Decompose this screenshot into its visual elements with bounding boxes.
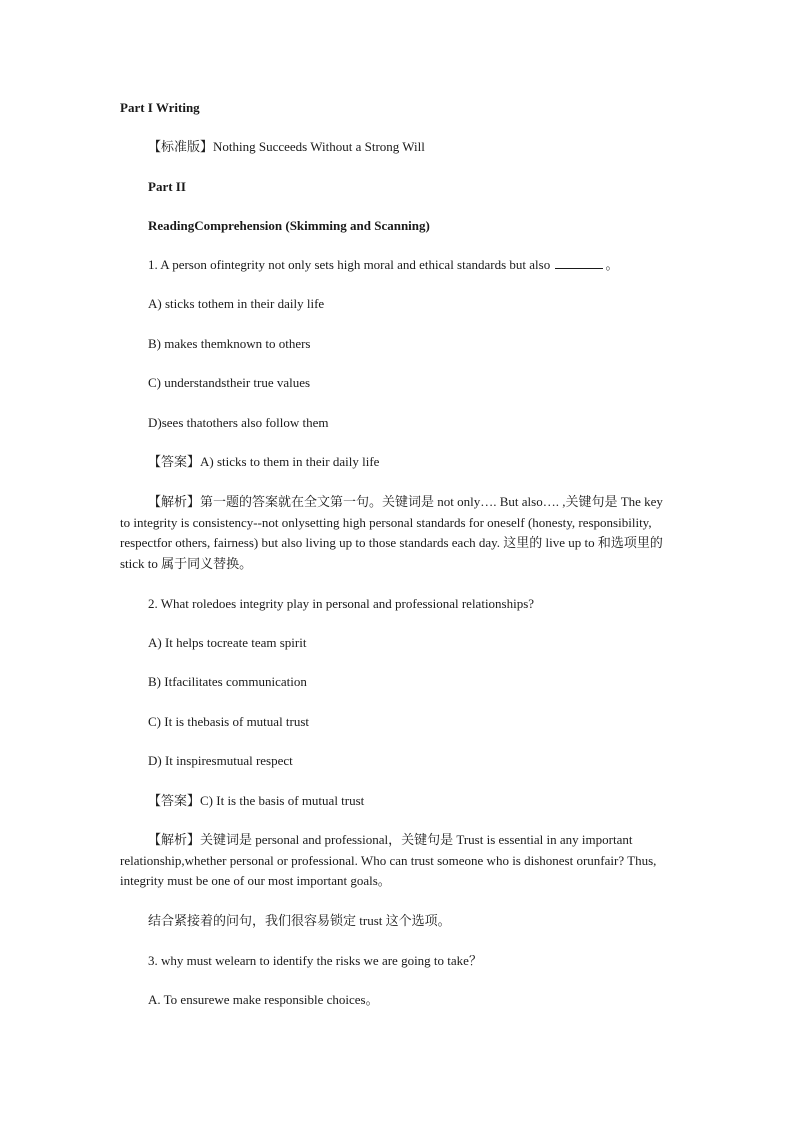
q2-answer: 【答案】C) It is the basis of mutual trust (148, 793, 365, 808)
q1-analysis: 【解析】第一题的答案就在全文第一句。关键词是 not only…. But also…. ,关键句是 The key to integrity is consistency--not onlysetting high personal standards for oneself (honesty, responsibility, respectfor others, fairness) but also living up to those standards each day. 这里的 live up to 和选项里的 stick to 属于同义替换。 (120, 494, 663, 571)
part1-heading: Part I Writing (120, 100, 200, 115)
q2-option-b: B) Itfacilitates communication (148, 674, 307, 689)
essay-title: 【标准版】Nothing Succeeds Without a Strong Will (148, 139, 425, 154)
q3-option-a: A. To ensurewe make responsible choices。 (148, 992, 379, 1007)
q1-stem (148, 255, 618, 275)
part2-subheading: ReadingComprehension (Skimming and Scanning) (148, 218, 430, 233)
q2-option-a: A) It helps tocreate team spirit (148, 635, 307, 650)
part2-heading: Part II (148, 179, 186, 194)
q1-option-d: D)sees thatothers also follow them (148, 415, 329, 430)
q3-stem: 3. why must welearn to identify the risks we are going to take？ (148, 953, 482, 968)
q1-option-c: C) understandstheir true values (148, 375, 311, 390)
q1-answer: 【答案】A) sticks to them in their daily life (148, 454, 380, 469)
q1-option-b: B) makes themknown to others (148, 336, 311, 351)
q1-option-a: A) sticks tothem in their daily life (148, 296, 325, 311)
q2-option-c: C) It is thebasis of mutual trust (148, 714, 310, 729)
q2-option-d: D) It inspiresmutual respect (148, 753, 293, 768)
q2-note: 结合紧接着的问句，我们很容易锁定 trust 这个选项。 (148, 913, 451, 928)
q2-stem: 2. What roledoes integrity play in personal and professional relationships? (148, 596, 535, 611)
answer-blank (555, 256, 603, 269)
q1-stem-end: 。 (605, 257, 619, 272)
q1-stem-text: 1. A person ofintegrity not only sets high moral and ethical standards but also (148, 257, 551, 272)
q2-analysis: 【解析】关键词是 personal and professional，关键句是 Trust is essential in any important relationship,whether personal or professional. Who can trust someone who is dishonest orunfair? Thus, integrity must be one of our most important goals。 (120, 832, 657, 888)
